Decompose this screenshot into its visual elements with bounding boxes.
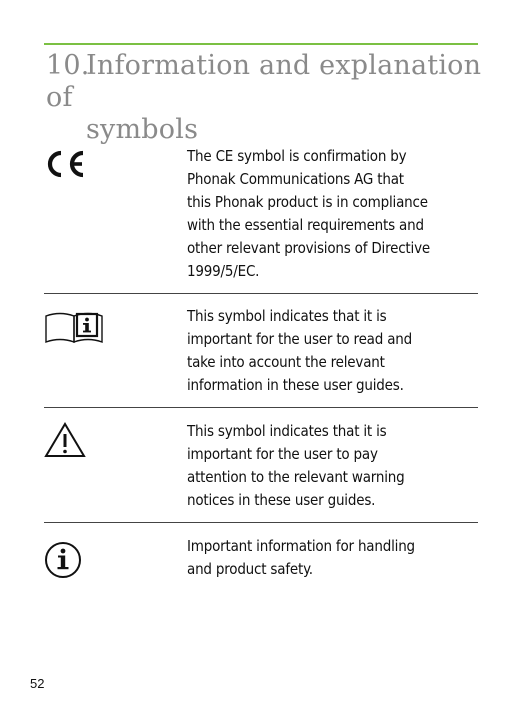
warning-triangle-icon: [44, 422, 86, 462]
section-number: 10.: [46, 50, 90, 81]
symbol-divider: [44, 407, 478, 408]
info-circle-icon: [44, 541, 82, 583]
ce-mark-icon: [44, 149, 88, 183]
page-number: 52: [30, 676, 45, 691]
section-heading: [46, 50, 486, 146]
symbol-description-info: Important information for handling and product safety.: [187, 537, 415, 578]
section-title-line2: symbols: [86, 114, 199, 145]
section-top-rule: [44, 43, 478, 45]
symbol-description-warning: This symbol indicates that it is important for the user to pay attention to the relevant warning notices in these user guides.: [187, 422, 405, 509]
section-title-line1: Information and explanation of: [46, 50, 482, 113]
read-manual-icon: [44, 310, 104, 350]
symbol-description-manual: This symbol indicates that it is important for the user to read and take into account the relevant information in these user guides.: [187, 307, 412, 394]
symbol-description-ce: The CE symbol is confirmation by Phonak Communications AG that this Phonak product is in compliance with the essential requirements and other relevant provisions of Directive 1999/5/EC.: [187, 147, 430, 280]
symbol-divider: [44, 293, 478, 294]
symbol-divider: [44, 522, 478, 523]
